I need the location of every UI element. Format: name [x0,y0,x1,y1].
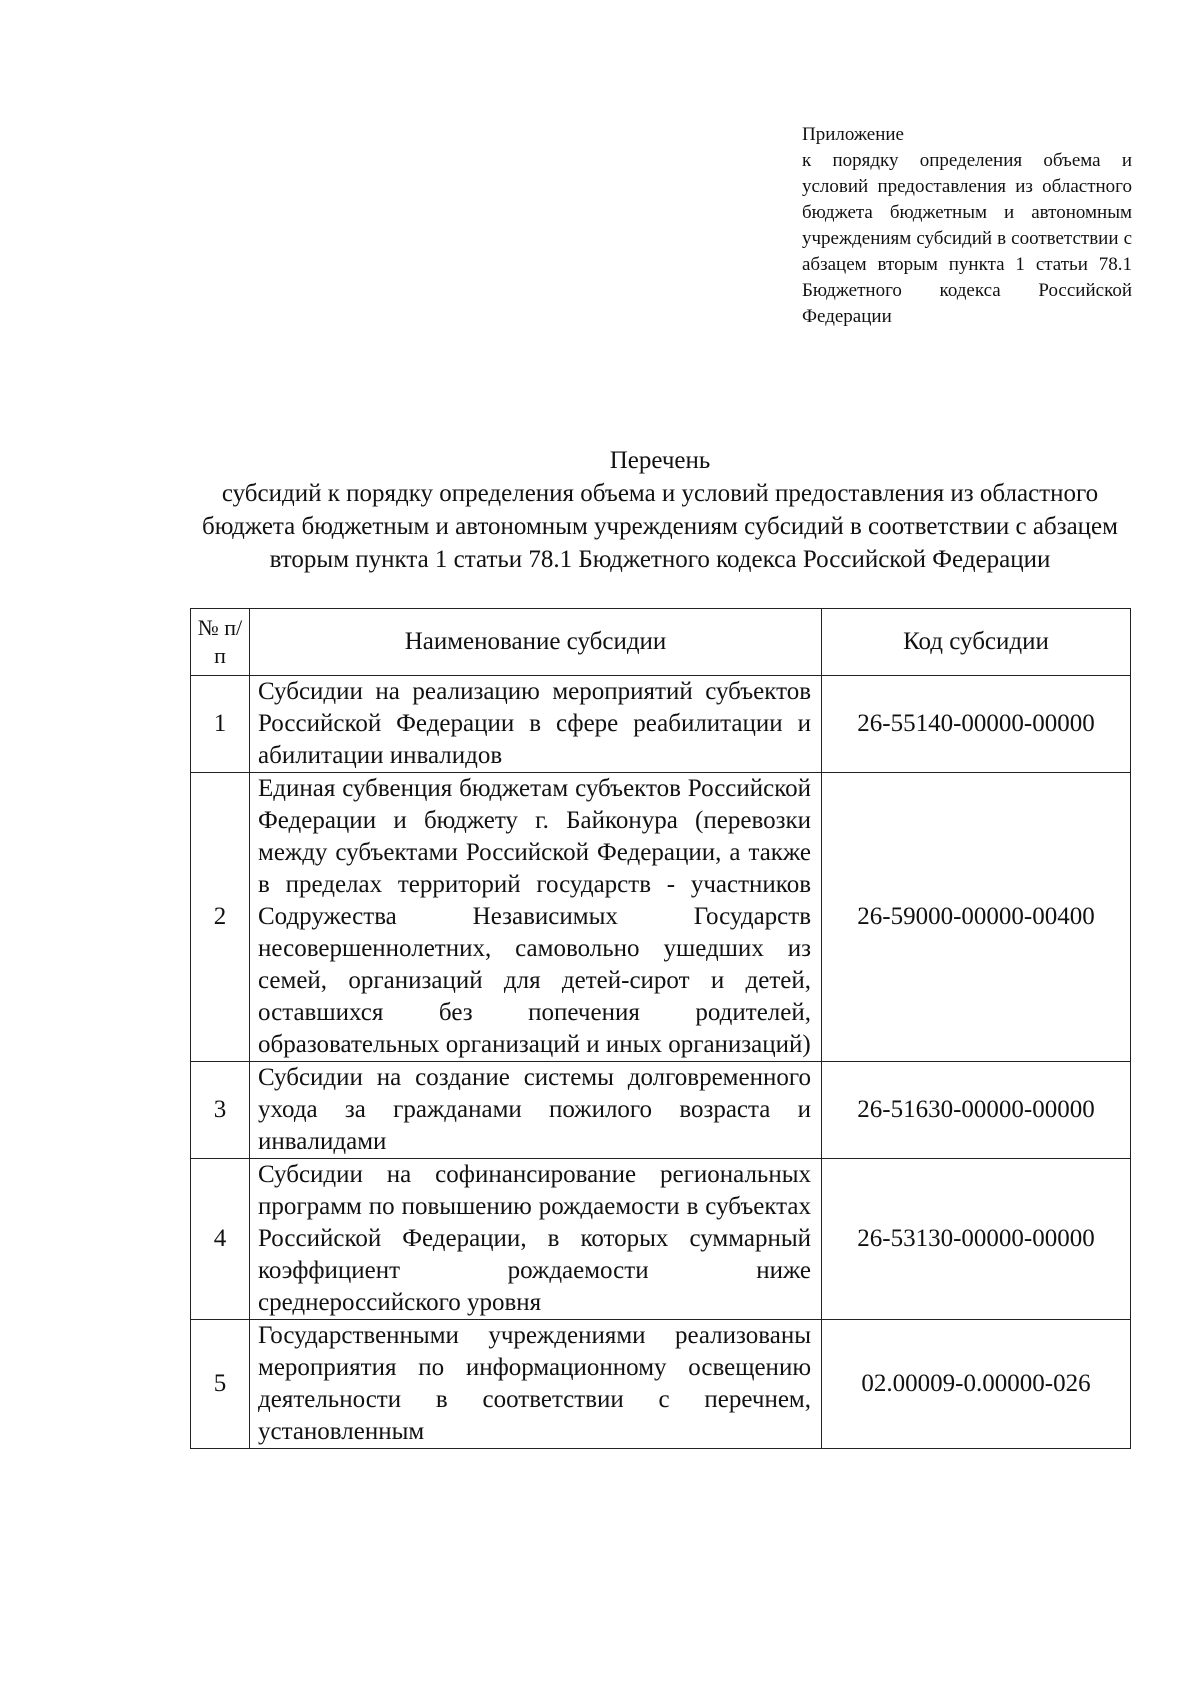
appendix-block [802,122,1132,330]
subsidy-name: Единая субвенция бюджетам субъектов Российской Федерации и бюджету г. Байконура (перевозки между субъектами Российской Федерации, а также в пределах территорий государств - участников Содружества Независимых Государств несовершеннолетних, самовольно ушедших из семей, организаций для детей-сирот и детей, оставшихся без попечения родителей, образовательных организаций и иных организаций) [250,773,822,1062]
document-heading: Перечень [609,447,711,474]
row-number: 4 [191,1159,250,1320]
document-subtitle: субсидий к порядку определения объема и условий предоставления из областного бюджета бюджетным и автономным учреждениям субсидий в соответствии с абзацем вторым пункта 1 статьи 78.1 Бюджетного кодекса Российской Федерации [202,480,1118,573]
appendix-text: к порядку определения объема и условий предоставления из областного бюджета бюджетным и автономным учреждениям субсидий в соответствии с абзацем вторым пункта 1 статьи 78.1 Бюджетного кодекса Российской Федерации [802,150,1132,327]
table-row [191,1062,1131,1159]
subsidy-code: 02.00009-0.00000-026 [822,1320,1131,1449]
table-row [191,1159,1131,1320]
column-header-number: № п/п [191,609,250,676]
row-number: 3 [191,1062,250,1159]
column-header-name: Наименование субсидии [250,609,822,676]
subsidy-name: Субсидии на софинансирование региональных программ по повышению рождаемости в субъектах Российской Федерации, в которых суммарный коэффициент рождаемости ниже среднероссийского уровня [250,1159,822,1320]
subsidy-table [190,608,1131,1449]
subsidy-code: 26-53130-00000-00000 [822,1159,1131,1320]
row-number: 1 [191,676,250,773]
table-row [191,1320,1131,1449]
table-header-row [191,609,1131,676]
column-header-code: Код субсидии [822,609,1131,676]
subsidy-code: 26-55140-00000-00000 [822,676,1131,773]
appendix-title: Приложение [802,124,904,145]
table-row [191,773,1131,1062]
row-number: 5 [191,1320,250,1449]
document-title-block [190,444,1130,576]
row-number: 2 [191,773,250,1062]
table-row [191,676,1131,773]
subsidy-name: Субсидии на создание системы долговременного ухода за гражданами пожилого возраста и инвалидами [250,1062,822,1159]
subsidy-code: 26-59000-00000-00400 [822,773,1131,1062]
subsidy-name: Государственными учреждениями реализованы мероприятия по информационному освещению деятельности в соответствии с перечнем, установленным [250,1320,822,1449]
subsidy-name: Субсидии на реализацию мероприятий субъектов Российской Федерации в сфере реабилитации и абилитации инвалидов [250,676,822,773]
subsidy-code: 26-51630-00000-00000 [822,1062,1131,1159]
